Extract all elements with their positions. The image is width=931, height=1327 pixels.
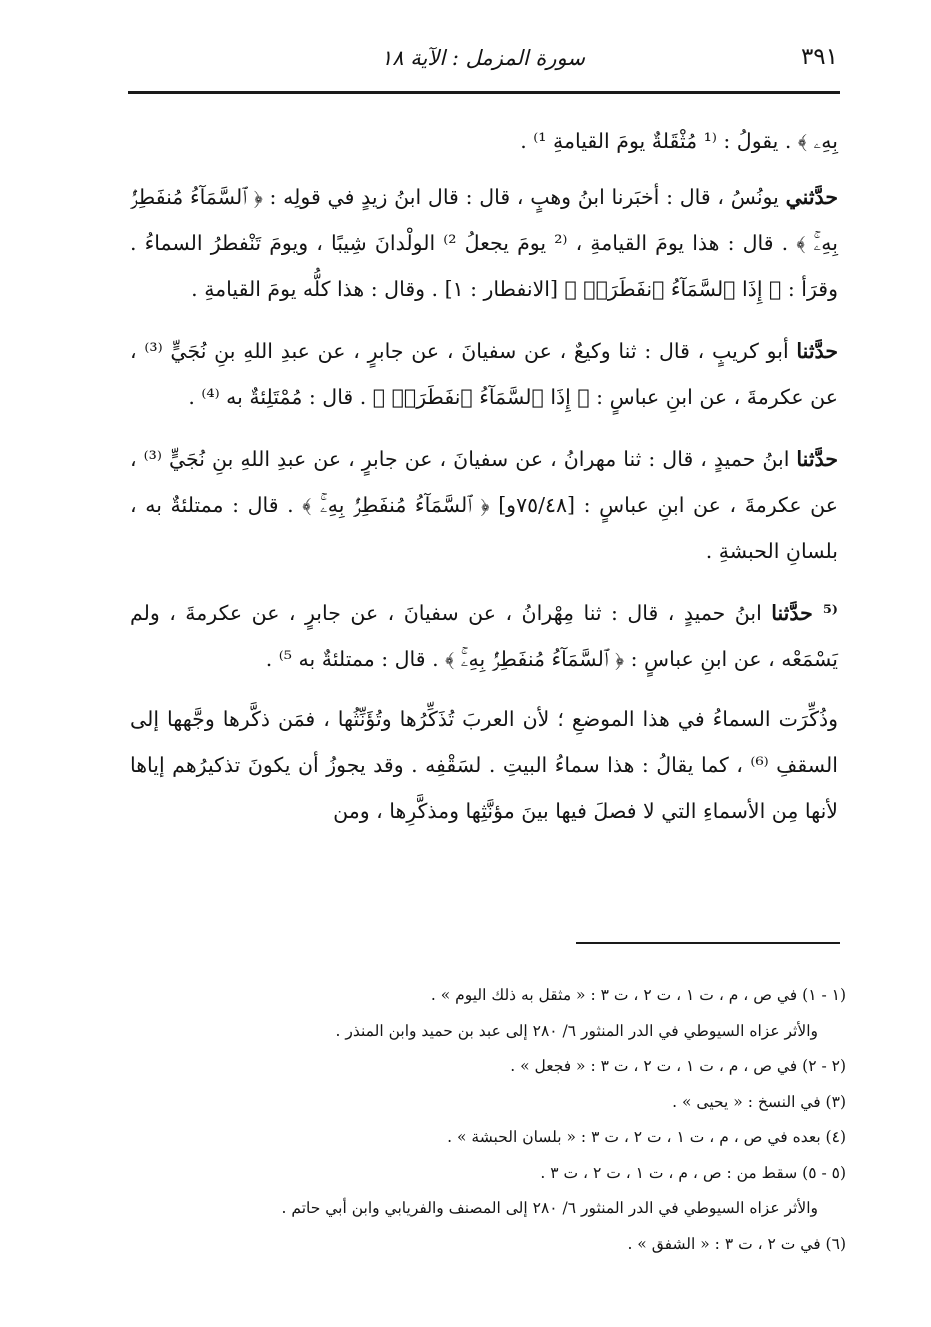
paragraph xyxy=(130,174,838,312)
paragraph-text: أبو كريبٍ ، قال : ثنا وكيعٌ ، عن سفيانَ ، عن جابرٍ ، عن عبدِ اللهِ بنِ نُجَيٍّ ⁽³⁾ ، عن عكرمةَ ، عن ابنِ عباسٍ : ﴿ إِذَا ٱلسَّمَآءُ ٱنفَطَرَتۡ ﴾ . قال : مُمْتَلِئةٌ به ⁽⁴⁾ . xyxy=(130,339,838,409)
paragraph xyxy=(130,118,838,164)
paragraph xyxy=(130,590,838,682)
paragraph-text: وذُكِّرَت السماءُ في هذا الموضعِ ؛ لأن العربَ تُذَكِّرُها وتُؤَنِّثُها ، فمَن ذكَّرها وجَّهها إلى السقفِ ⁽⁶⁾ ، كما يقالُ : هذا سماءُ البيتِ . لسَقْفِه . وقد يجوزُ أن يكونَ تذكيرُهم إياها لأنها مِن الأسماءِ التي لا فصلَ فيها بينَ مؤنَّثِها ومذكَّرِها ، ومن xyxy=(130,707,838,823)
paragraph-lead: حدَّثني xyxy=(785,185,838,209)
paragraph-lead: حدَّثنا xyxy=(796,339,838,363)
paragraph-text: ابنُ حميدٍ ، قال : ثنا مِهْرانُ ، عن سفيانَ ، عن جابرٍ ، عن عكرمةَ ، ولم يَسْمَعْه ، عن ابنِ عباسٍ : ﴿ ٱلسَّمَآءُ مُنفَطِرُۢ بِهِۦۚ ﴾ . قال : ممتلئةٌ به ⁵⁾ . xyxy=(130,601,838,671)
footnote-rule xyxy=(576,942,840,944)
running-header xyxy=(128,40,838,90)
main-text xyxy=(130,118,838,850)
footnotes xyxy=(130,978,846,1262)
footnote: (٦) في ت ٢ ، ت ٣ : « الشفق » . xyxy=(627,1234,846,1253)
paragraph-text: بِهِۦ ﴾ . يقولُ : ⁽¹ مُثْقَلةٌ يومَ القيامةِ ¹⁾ . xyxy=(520,129,838,153)
paragraph xyxy=(130,696,838,834)
footnote: (٥ - ٥) سقط من : ص ، م ، ت ١ ، ت ٢ ، ت ٣ . xyxy=(540,1163,846,1182)
header-rule xyxy=(128,91,840,94)
header-title: سورة المزمل : الآية ١٨ xyxy=(381,46,585,70)
footnote: (٣) في النسخ : « يحيى » . xyxy=(672,1092,846,1111)
footnote-continuation: والأثر عزاه السيوطي في الدر المنثور ٦/ ٢٨٠ إلى المصنف والفريابي وابن أبي حاتم . xyxy=(281,1199,818,1217)
paragraph-lead: حدَّثنا xyxy=(796,447,838,471)
paragraph-lead: ⁽⁵ حدَّثنا xyxy=(771,601,838,625)
paragraph xyxy=(130,328,838,420)
paragraph-text: يونُسُ ، قال : أخبَرنا ابنُ وهبٍ ، قال : قال ابنُ زيدٍ في قولِه : ﴿ ٱلسَّمَآءُ مُنفَطِرُۢ بِهِۦۚ ﴾ . قال : هذا يومَ القيامةِ ، ⁽² يومَ يجعلُ ²⁾ الولْدانَ شِيبًا ، ويومَ تَنْفطرُ السماءُ . وقرَأ : ﴿ إِذَا ٱلسَّمَآءُ ٱنفَطَرَتۡ ﴾ [الانفطار : ١] . وقال : هذا كلُّه يومَ القيامةِ . xyxy=(130,185,838,301)
footnote: (٢ - ٢) في ص ، م ، ت ١ ، ت ٢ ، ت ٣ : « فجعل » . xyxy=(510,1057,846,1075)
paragraph-text: ابنُ حميدٍ ، قال : ثنا مهرانُ ، عن سفيانَ ، عن جابرٍ ، عن عبدِ اللهِ بنِ نُجَيٍّ ⁽³⁾ ، عن عكرمةَ ، عن ابنِ عباسٍ : [٧٥/٤٨و] ﴿ ٱلسَّمَآءُ مُنفَطِرُۢ بِهِۦۚ ﴾ . قال : ممتلئةٌ به ، بلسانِ الحبشةِ . xyxy=(130,447,839,563)
page-number: ٣٩١ xyxy=(800,44,838,70)
footnote: (٤) بعده في ص ، م ، ت ١ ، ت ٢ ، ت ٣ : « بلسان الحبشة » . xyxy=(447,1128,846,1146)
footnote: (١ - ١) في ص ، م ، ت ١ ، ت ٢ ، ت ٣ : « مثقل به ذلك اليوم » . xyxy=(430,986,846,1004)
paragraph xyxy=(130,436,838,574)
footnote-continuation: والأثر عزاه السيوطي في الدر المنثور ٦/ ٢٨٠ إلى عبد بن حميد وابن المنذر . xyxy=(335,1021,818,1040)
